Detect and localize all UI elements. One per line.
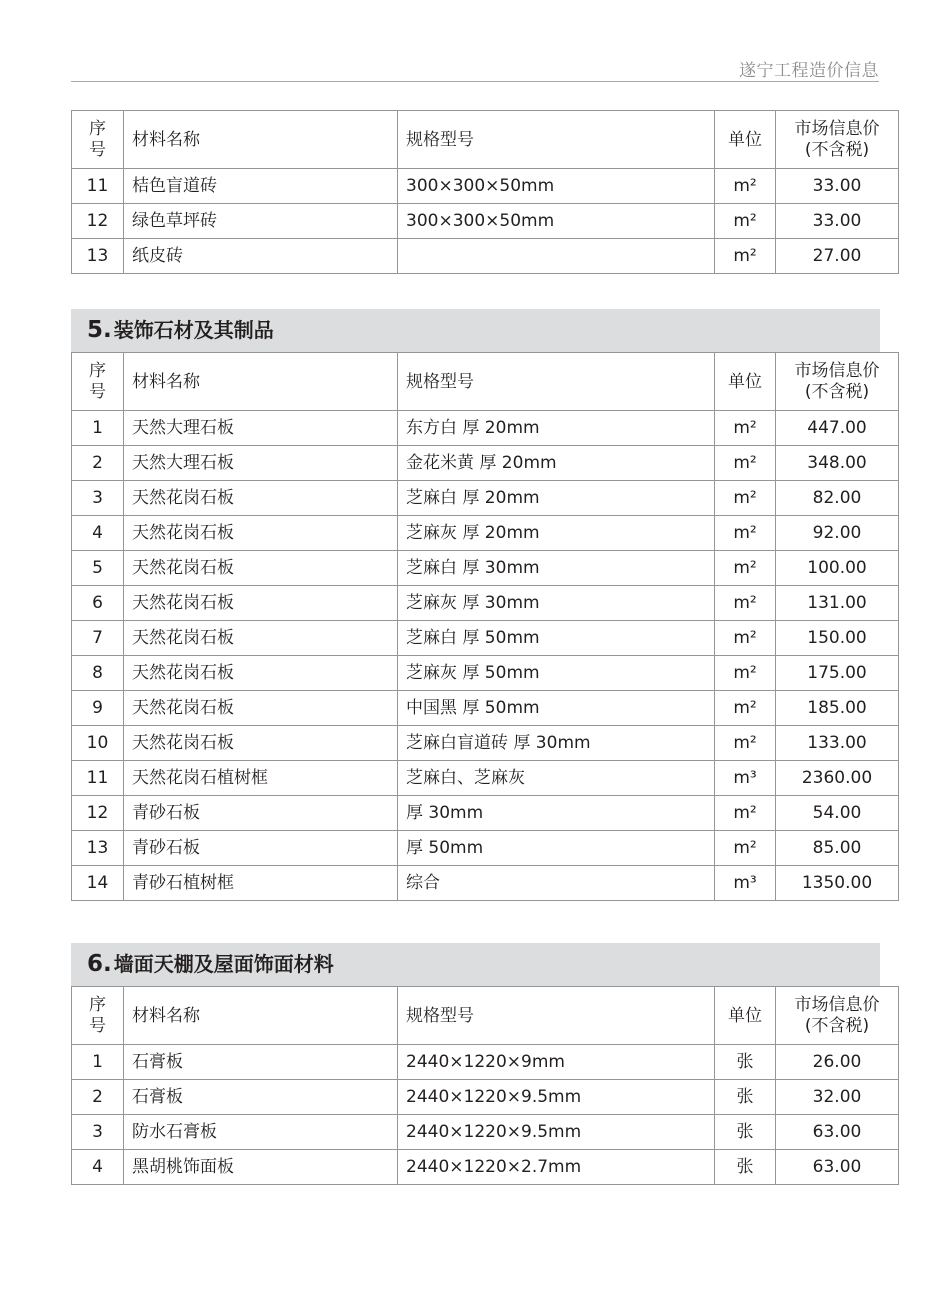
table-row — [72, 551, 899, 586]
table-header-row — [72, 987, 899, 1045]
cell-spec: 厚 30mm — [398, 796, 715, 831]
page-header — [71, 50, 879, 82]
table-row — [72, 761, 899, 796]
cell-spec: 300×300×50mm — [398, 204, 715, 239]
cell-index: 5 — [72, 551, 124, 586]
cell-spec: 中国黑 厚 50mm — [398, 691, 715, 726]
cell-unit: m³ — [715, 866, 776, 901]
cell-index: 13 — [72, 831, 124, 866]
cell-index: 4 — [72, 516, 124, 551]
cell-spec: 2440×1220×2.7mm — [398, 1150, 715, 1185]
cell-material-name: 天然花岗石板 — [124, 516, 398, 551]
table-row — [72, 239, 899, 274]
cell-unit: m² — [715, 516, 776, 551]
table-row — [72, 726, 899, 761]
cell-index: 12 — [72, 204, 124, 239]
table-row — [72, 516, 899, 551]
table-row — [72, 411, 899, 446]
cell-index: 4 — [72, 1150, 124, 1185]
cell-index: 13 — [72, 239, 124, 274]
cell-price: 175.00 — [776, 656, 899, 691]
cell-unit: m² — [715, 169, 776, 204]
cell-unit: m² — [715, 551, 776, 586]
col-header-spec: 规格型号 — [398, 111, 715, 169]
table-row — [72, 1115, 899, 1150]
cell-spec: 2440×1220×9mm — [398, 1045, 715, 1080]
cell-material-name: 天然花岗石板 — [124, 551, 398, 586]
cell-index: 1 — [72, 1045, 124, 1080]
section-6-table — [71, 986, 899, 1185]
section-5-block — [71, 309, 880, 901]
cell-material-name: 绿色草坪砖 — [124, 204, 398, 239]
cell-spec: 芝麻白 厚 20mm — [398, 481, 715, 516]
cell-price: 92.00 — [776, 516, 899, 551]
cell-material-name: 黑胡桃饰面板 — [124, 1150, 398, 1185]
cell-spec — [398, 239, 715, 274]
col-header-unit: 单位 — [715, 987, 776, 1045]
cell-unit: m² — [715, 446, 776, 481]
publication-title: 遂宁工程造价信息 — [739, 61, 879, 81]
cell-spec: 300×300×50mm — [398, 169, 715, 204]
cell-unit: m² — [715, 726, 776, 761]
cell-material-name: 天然花岗石板 — [124, 656, 398, 691]
cell-price: 2360.00 — [776, 761, 899, 796]
cell-index: 2 — [72, 1080, 124, 1115]
table-row — [72, 1080, 899, 1115]
cell-index: 14 — [72, 866, 124, 901]
continued-table-block — [71, 110, 880, 274]
cell-unit: m² — [715, 586, 776, 621]
cell-unit: m² — [715, 411, 776, 446]
cell-unit: 张 — [715, 1115, 776, 1150]
table-row — [72, 169, 899, 204]
cell-index: 1 — [72, 411, 124, 446]
cell-index: 10 — [72, 726, 124, 761]
cell-index: 3 — [72, 1115, 124, 1150]
table-row — [72, 621, 899, 656]
cell-spec: 芝麻灰 厚 20mm — [398, 516, 715, 551]
table-row — [72, 866, 899, 901]
cell-price: 185.00 — [776, 691, 899, 726]
cell-unit: 张 — [715, 1150, 776, 1185]
col-header-spec: 规格型号 — [398, 353, 715, 411]
table-row — [72, 1150, 899, 1185]
cell-price: 1350.00 — [776, 866, 899, 901]
cell-price: 348.00 — [776, 446, 899, 481]
cell-material-name: 天然花岗石板 — [124, 586, 398, 621]
col-header-name: 材料名称 — [124, 353, 398, 411]
continued-table-body — [72, 169, 899, 274]
table-row — [72, 1045, 899, 1080]
cell-spec: 2440×1220×9.5mm — [398, 1115, 715, 1150]
table-row — [72, 586, 899, 621]
cell-index: 11 — [72, 761, 124, 796]
cell-unit: m² — [715, 831, 776, 866]
col-header-index: 序 号 — [72, 111, 124, 169]
cell-spec: 芝麻灰 厚 50mm — [398, 656, 715, 691]
col-header-unit: 单位 — [715, 111, 776, 169]
col-header-spec: 规格型号 — [398, 987, 715, 1045]
cell-price: 63.00 — [776, 1150, 899, 1185]
table-row — [72, 204, 899, 239]
cell-index: 8 — [72, 656, 124, 691]
cell-material-name: 石膏板 — [124, 1080, 398, 1115]
table-header-row — [72, 111, 899, 169]
cell-price: 26.00 — [776, 1045, 899, 1080]
table-row — [72, 446, 899, 481]
table-header-row — [72, 353, 899, 411]
cell-index: 3 — [72, 481, 124, 516]
cell-price: 447.00 — [776, 411, 899, 446]
cell-material-name: 防水石膏板 — [124, 1115, 398, 1150]
col-header-price: 市场信息价 (不含税) — [776, 987, 899, 1045]
table-row — [72, 831, 899, 866]
cell-spec: 厚 50mm — [398, 831, 715, 866]
cell-material-name: 桔色盲道砖 — [124, 169, 398, 204]
cell-unit: 张 — [715, 1045, 776, 1080]
col-header-price: 市场信息价 (不含税) — [776, 353, 899, 411]
col-header-name: 材料名称 — [124, 111, 398, 169]
cell-price: 54.00 — [776, 796, 899, 831]
cell-spec: 芝麻白盲道砖 厚 30mm — [398, 726, 715, 761]
cell-spec: 金花米黄 厚 20mm — [398, 446, 715, 481]
cell-material-name: 青砂石板 — [124, 831, 398, 866]
cell-index: 9 — [72, 691, 124, 726]
table-row — [72, 656, 899, 691]
cell-material-name: 青砂石板 — [124, 796, 398, 831]
cell-price: 150.00 — [776, 621, 899, 656]
cell-spec: 芝麻灰 厚 30mm — [398, 586, 715, 621]
col-header-price: 市场信息价 (不含税) — [776, 111, 899, 169]
cell-spec: 芝麻白、芝麻灰 — [398, 761, 715, 796]
cell-material-name: 青砂石植树框 — [124, 866, 398, 901]
cell-unit: m² — [715, 621, 776, 656]
cell-price: 33.00 — [776, 204, 899, 239]
cell-index: 6 — [72, 586, 124, 621]
section-6-title: 6. 墙面天棚及屋面饰面材料 — [71, 943, 880, 986]
cell-material-name: 纸皮砖 — [124, 239, 398, 274]
cell-index: 7 — [72, 621, 124, 656]
table-row — [72, 691, 899, 726]
section-6-table-body — [72, 1045, 899, 1185]
cell-price: 32.00 — [776, 1080, 899, 1115]
cell-unit: m² — [715, 796, 776, 831]
cell-spec: 综合 — [398, 866, 715, 901]
cell-index: 12 — [72, 796, 124, 831]
col-header-name: 材料名称 — [124, 987, 398, 1045]
cell-unit: m² — [715, 481, 776, 516]
continued-table — [71, 110, 899, 274]
cell-material-name: 天然花岗石板 — [124, 691, 398, 726]
col-header-unit: 单位 — [715, 353, 776, 411]
cell-material-name: 天然大理石板 — [124, 411, 398, 446]
cell-price: 133.00 — [776, 726, 899, 761]
table-row — [72, 796, 899, 831]
cell-unit: m² — [715, 691, 776, 726]
cell-spec: 芝麻白 厚 50mm — [398, 621, 715, 656]
cell-material-name: 石膏板 — [124, 1045, 398, 1080]
cell-spec: 东方白 厚 20mm — [398, 411, 715, 446]
cell-spec: 2440×1220×9.5mm — [398, 1080, 715, 1115]
section-5-table-body — [72, 411, 899, 901]
cell-spec: 芝麻白 厚 30mm — [398, 551, 715, 586]
cell-unit: m³ — [715, 761, 776, 796]
cell-material-name: 天然花岗石板 — [124, 726, 398, 761]
cell-material-name: 天然花岗石板 — [124, 481, 398, 516]
cell-index: 11 — [72, 169, 124, 204]
col-header-index: 序 号 — [72, 353, 124, 411]
cell-unit: m² — [715, 239, 776, 274]
col-header-index: 序 号 — [72, 987, 124, 1045]
cell-unit: m² — [715, 656, 776, 691]
cell-unit: m² — [715, 204, 776, 239]
table-row — [72, 481, 899, 516]
cell-price: 27.00 — [776, 239, 899, 274]
cell-price: 33.00 — [776, 169, 899, 204]
cell-price: 82.00 — [776, 481, 899, 516]
cell-price: 63.00 — [776, 1115, 899, 1150]
cell-material-name: 天然大理石板 — [124, 446, 398, 481]
cell-price: 100.00 — [776, 551, 899, 586]
cell-index: 2 — [72, 446, 124, 481]
cell-material-name: 天然花岗石板 — [124, 621, 398, 656]
cell-price: 85.00 — [776, 831, 899, 866]
cell-material-name: 天然花岗石植树框 — [124, 761, 398, 796]
section-6-block — [71, 943, 880, 1185]
cell-unit: 张 — [715, 1080, 776, 1115]
cell-price: 131.00 — [776, 586, 899, 621]
section-5-table — [71, 352, 899, 901]
section-5-title: 5. 装饰石材及其制品 — [71, 309, 880, 352]
